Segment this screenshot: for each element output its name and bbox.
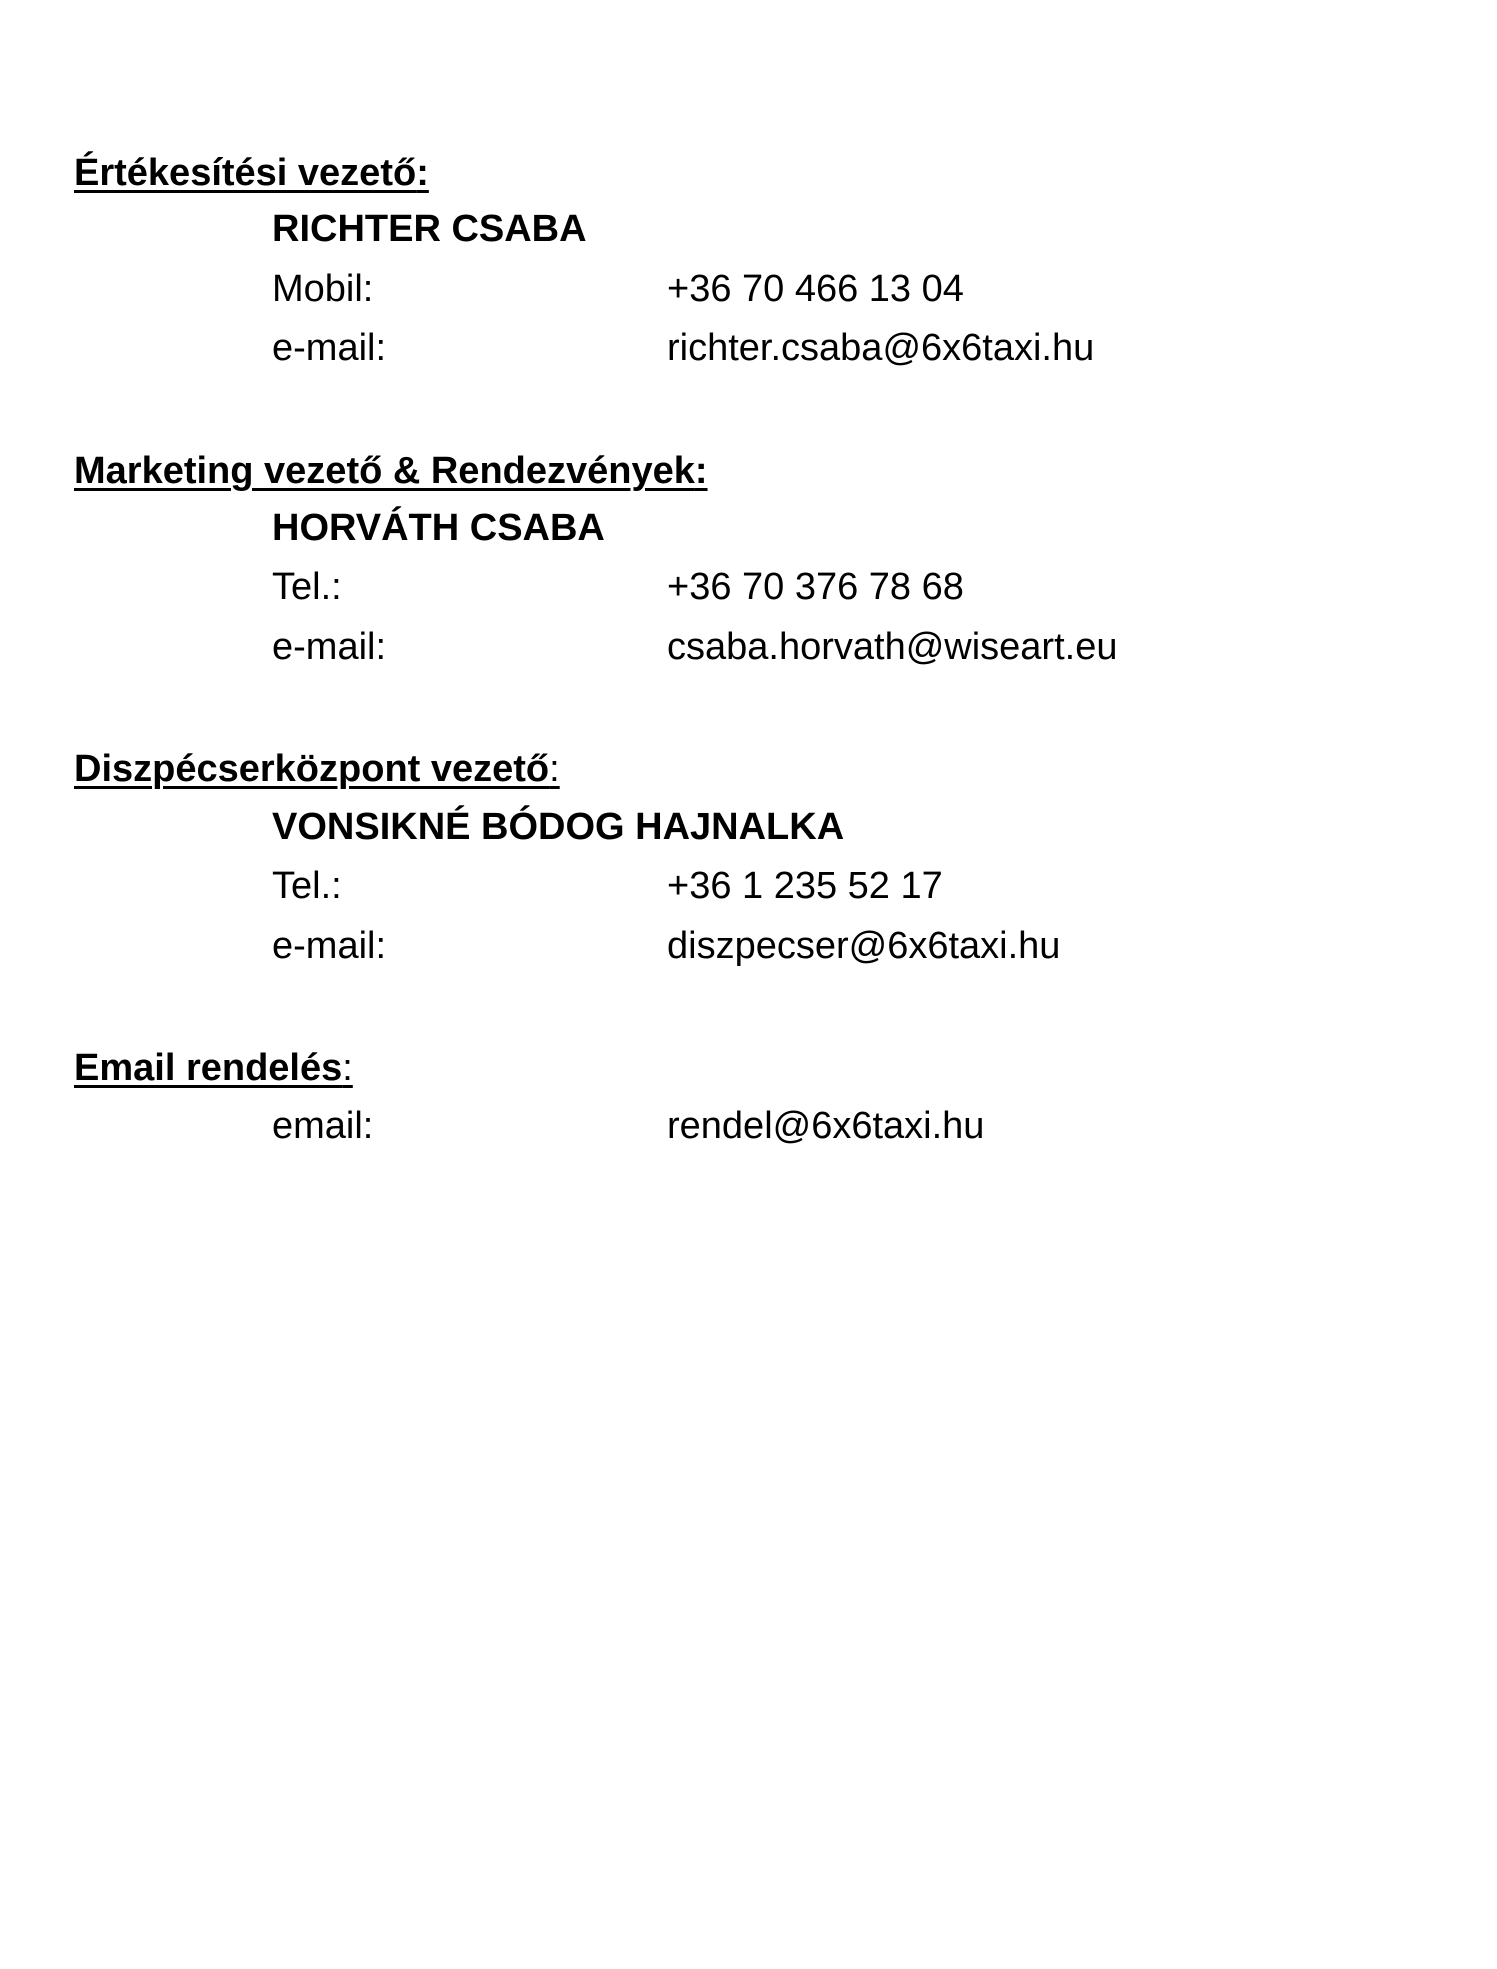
phone-value: +36 1 235 52 17 bbox=[667, 865, 943, 907]
section-colon: : bbox=[549, 748, 560, 790]
section-heading-dispatch bbox=[74, 746, 560, 792]
email-value: rendel@6x6taxi.hu bbox=[667, 1105, 985, 1147]
phone-value: +36 70 466 13 04 bbox=[667, 268, 964, 310]
phone-value: +36 70 376 78 68 bbox=[667, 566, 964, 608]
section-title: Email rendelés bbox=[74, 1047, 343, 1089]
row-label: e-mail: bbox=[272, 626, 387, 668]
contact-name: RICHTER CSABA bbox=[272, 208, 587, 250]
email-value: richter.csaba@6x6taxi.hu bbox=[667, 327, 1095, 369]
row-label: email: bbox=[272, 1105, 374, 1147]
row-label: Mobil: bbox=[272, 268, 374, 310]
row-label: e-mail: bbox=[272, 925, 387, 967]
section-title: Marketing vezető & Rendezvények bbox=[74, 450, 695, 492]
contact-name: VONSIKNÉ BÓDOG HAJNALKA bbox=[272, 806, 845, 848]
row-label: Tel.: bbox=[272, 566, 342, 608]
section-title: Értékesítési vezető bbox=[74, 152, 417, 194]
section-heading-marketing bbox=[74, 448, 708, 494]
section-heading-email-order bbox=[74, 1045, 353, 1091]
section-heading-sales bbox=[74, 150, 429, 196]
email-value: diszpecser@6x6taxi.hu bbox=[667, 925, 1061, 967]
row-label: Tel.: bbox=[272, 865, 342, 907]
section-colon: : bbox=[342, 1047, 353, 1089]
row-label: e-mail: bbox=[272, 327, 387, 369]
section-colon: : bbox=[416, 152, 429, 194]
section-colon: : bbox=[694, 450, 708, 492]
section-title: Diszpécserközpont vezető bbox=[74, 748, 550, 790]
email-value: csaba.horvath@wiseart.eu bbox=[667, 626, 1118, 668]
contact-name: HORVÁTH CSABA bbox=[272, 507, 605, 549]
